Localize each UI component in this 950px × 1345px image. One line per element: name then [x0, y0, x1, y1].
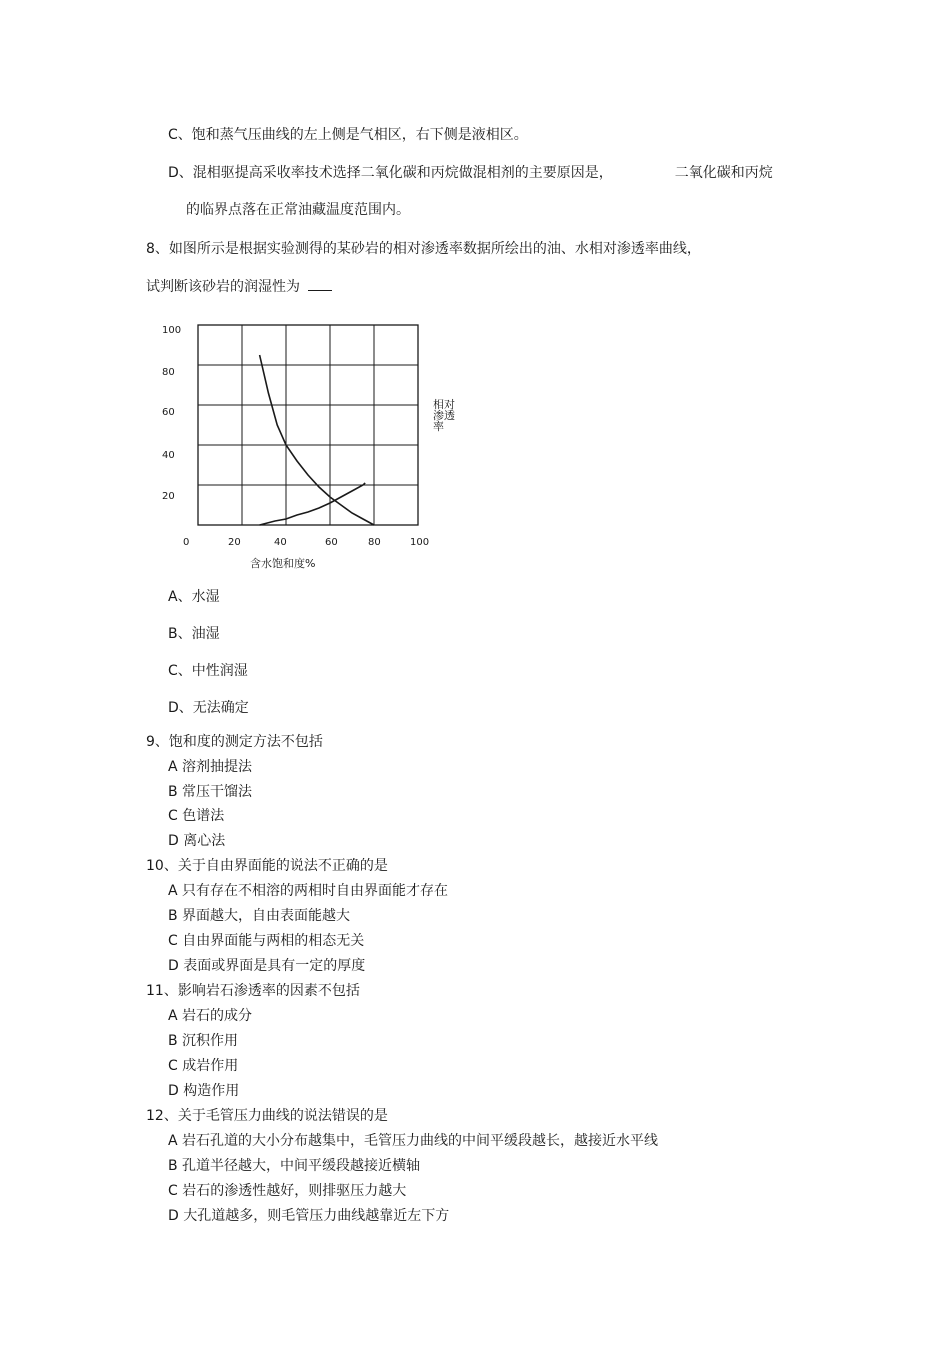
- q7-option-d-text-cont: 二氧化碳和丙烷: [674, 165, 773, 181]
- x-tick-label: 0: [183, 537, 190, 548]
- q7-option-d: [168, 164, 773, 182]
- x-axis-label: 含水饱和度%: [250, 557, 316, 570]
- y-tick-label: 60: [162, 407, 175, 418]
- q9-option-c: C 色谱法: [168, 808, 225, 824]
- x-tick-label: 60: [325, 537, 338, 548]
- chart-series: [260, 355, 374, 525]
- q11-option-a: A 岩石的成分: [168, 1008, 253, 1024]
- q8-option-b: B、油湿: [168, 626, 220, 642]
- q7-option-d-line2: 的临界点落在正常油藏温度范围内。: [186, 202, 410, 218]
- q10-option-c: C 自由界面能与两相的相态无关: [168, 933, 365, 949]
- q9-stem: 9、饱和度的测定方法不包括: [146, 734, 323, 750]
- q11-stem: 11、影响岩石渗透率的因素不包括: [146, 983, 360, 999]
- q11-option-d: D 构造作用: [168, 1083, 240, 1099]
- y-tick-label: 80: [162, 367, 175, 378]
- x-axis-ticks: [183, 537, 429, 548]
- y-axis-ticks: [162, 325, 181, 502]
- q8-stem: 8、如图所示是根据实验测得的某砂岩的相对渗透率数据所绘出的油、水相对渗透率曲线，: [146, 241, 701, 257]
- q12-option-a: A 岩石孔道的大小分布越集中，毛管压力曲线的中间平缓段越长，越接近水平线: [168, 1133, 659, 1149]
- y-axis-label-part: 渗透: [433, 409, 455, 422]
- q8-option-c: C、中性润湿: [168, 663, 248, 679]
- q10-stem: 10、关于自由界面能的说法不正确的是: [146, 858, 388, 874]
- q8-stem-text: 试判断该砂岩的润湿性为: [146, 279, 300, 295]
- answer-blank: [308, 276, 332, 291]
- q8-option-d: D、无法确定: [168, 700, 249, 716]
- q10-option-b: B 界面越大，自由表面能越大: [168, 908, 351, 924]
- q12-option-c: C 岩石的渗透性越好，则排驱压力越大: [168, 1183, 407, 1199]
- q9-option-a: A 溶剂抽提法: [168, 759, 253, 775]
- q9-option-d: D 离心法: [168, 833, 226, 849]
- q9-option-b: B 常压干馏法: [168, 784, 253, 800]
- q11-option-b: B 沉积作用: [168, 1033, 239, 1049]
- water-curve: [260, 483, 366, 525]
- x-tick-label: 80: [368, 537, 381, 548]
- plot-frame: [198, 325, 418, 525]
- q11-option-c: C 成岩作用: [168, 1058, 239, 1074]
- q8-stem-line2: [146, 276, 332, 296]
- chart-grid: [198, 325, 418, 525]
- x-tick-label: 20: [228, 537, 241, 548]
- q7-option-c: C、饱和蒸气压曲线的左上侧是气相区，右下侧是液相区。: [168, 127, 528, 143]
- x-tick-label: 40: [274, 537, 287, 548]
- q10-option-a: A 只有存在不相溶的两相时自由界面能才存在: [168, 883, 449, 899]
- oil-curve: [260, 355, 374, 525]
- q7-option-d-text: D、混相驱提高采收率技术选择二氧化碳和丙烷做混相剂的主要原因是，: [168, 165, 613, 181]
- y-tick-label: 20: [162, 491, 175, 502]
- y-axis-label-part: 率: [433, 420, 444, 433]
- y-axis-label-part: 相对: [433, 398, 455, 411]
- y-tick-label: 40: [162, 450, 175, 461]
- relative-permeability-chart: [150, 315, 470, 575]
- q12-stem: 12、关于毛管压力曲线的说法错误的是: [146, 1108, 388, 1124]
- q12-option-b: B 孔道半径越大，中间平缓段越接近横轴: [168, 1158, 421, 1174]
- q8-option-a: A、水湿: [168, 589, 220, 605]
- x-tick-label: 100: [410, 537, 430, 548]
- q10-option-d: D 表面或界面是具有一定的厚度: [168, 958, 366, 974]
- y-tick-label: 100: [162, 325, 182, 336]
- q12-option-d: D 大孔道越多，则毛管压力曲线越靠近左下方: [168, 1208, 450, 1224]
- y-axis-label: [433, 397, 455, 433]
